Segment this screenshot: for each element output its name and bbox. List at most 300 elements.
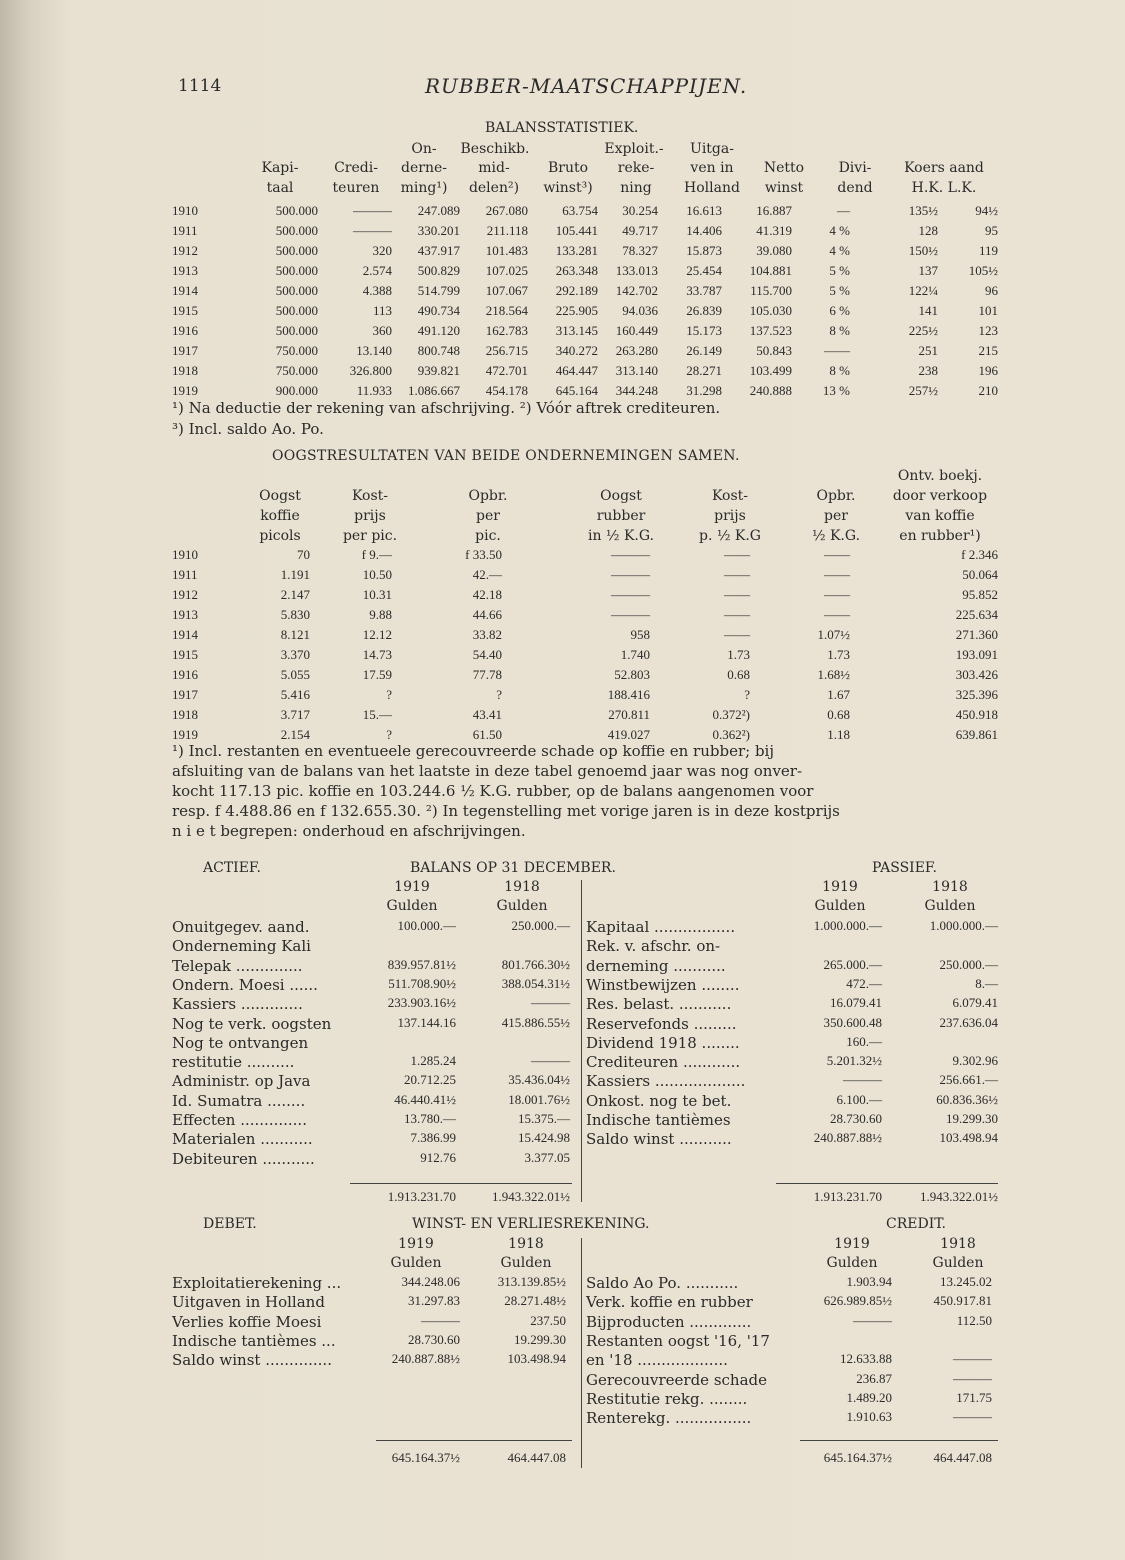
ledger-label: Restanten oogst '16, '17 xyxy=(586,1331,770,1350)
value-cell: 225½ xyxy=(908,323,938,338)
value-cell: 500.000 xyxy=(275,263,318,278)
ledger-label: Debiteuren ........... xyxy=(172,1149,315,1168)
oogst-header-ontv-1: Ontv. boekj. xyxy=(897,468,983,484)
winst-debet-total-1918: 464.447.08 xyxy=(507,1450,566,1465)
value-cell: 15.173 xyxy=(686,323,722,338)
value-cell: 0.372²) xyxy=(712,707,750,722)
ledger-label: Gerecouvreerde schade xyxy=(586,1370,767,1389)
value-cell: 11.933 xyxy=(356,383,392,398)
ledger-amount-1919: 100.000.— xyxy=(397,918,456,933)
value-cell: 52.803 xyxy=(614,667,650,682)
value-cell: 500.000 xyxy=(275,203,318,218)
ledger-amount-1918: 112.50 xyxy=(956,1312,992,1328)
ledger-amount-1918: 801.766.30½ xyxy=(501,956,570,972)
ledger-label: Id. Sumatra ........ xyxy=(172,1091,306,1110)
header-exploit-2: reke- xyxy=(617,160,655,176)
value-cell: 105½ xyxy=(968,263,998,278)
header-bruto-2: winst³) xyxy=(543,180,593,196)
value-cell: 96 xyxy=(985,283,998,298)
winst-title: WINST- EN VERLIESREKENING. xyxy=(412,1216,650,1232)
value-cell: 257½ xyxy=(908,383,938,398)
oogst-table xyxy=(172,545,998,745)
value-cell: ? xyxy=(386,687,392,702)
oogst-footnote-line-5: n i e t begrepen: onderhoud en afschrijvingen. xyxy=(172,822,526,840)
balansstatistiek-row xyxy=(172,321,998,341)
value-cell: —— xyxy=(724,627,750,642)
value-cell: 95.852 xyxy=(962,587,998,602)
balans-actief-currency-1: Gulden xyxy=(386,898,438,914)
value-cell: 750.000 xyxy=(275,363,318,378)
value-cell: 141 xyxy=(918,303,938,318)
value-cell: 263.348 xyxy=(555,263,598,278)
value-cell: 14.406 xyxy=(686,223,722,238)
value-cell: 63.754 xyxy=(562,203,598,218)
winst-debet-year-1918: 1918 xyxy=(508,1236,544,1252)
value-cell: 5 % xyxy=(829,283,850,298)
ledger-amount-1919: 28.730.60 xyxy=(408,1331,460,1347)
balansstatistiek-row xyxy=(172,381,998,401)
value-cell: —— xyxy=(724,547,750,562)
header-koers-2: H.K. L.K. xyxy=(911,180,977,196)
oogst-header-rubber-3: in ½ K.G. xyxy=(587,528,654,544)
header-onderneming-3: ming¹) xyxy=(400,180,448,196)
value-cell: 9.88 xyxy=(369,607,392,622)
value-cell: ——— xyxy=(611,607,650,622)
balans-actief-year-1919: 1919 xyxy=(394,879,430,895)
value-cell: 225.634 xyxy=(955,607,998,622)
value-cell: 137.523 xyxy=(749,323,792,338)
header-onderneming-1: On- xyxy=(411,141,437,157)
balans-actief-currency-2: Gulden xyxy=(496,898,548,914)
value-cell: ——— xyxy=(353,203,392,218)
value-cell: 500.000 xyxy=(275,283,318,298)
value-cell: 15.— xyxy=(362,707,392,722)
header-beschikb-2: mid- xyxy=(478,160,510,176)
balans-passief-year-1919: 1919 xyxy=(822,879,858,895)
value-cell: 256.715 xyxy=(485,343,528,358)
value-cell: 43.41 xyxy=(472,707,502,722)
value-cell: 13 % xyxy=(822,383,850,398)
value-cell: 10.31 xyxy=(362,587,392,602)
value-cell: 0.68 xyxy=(727,667,750,682)
value-cell: 50.064 xyxy=(962,567,998,582)
value-cell: 360 xyxy=(372,323,392,338)
value-cell: 472.701 xyxy=(485,363,528,378)
oogst-footnote-line-1: ¹) Incl. restanten en eventueele gerecouvreerde schade op koffie en rubber; bij xyxy=(172,742,775,760)
value-cell: 437.917 xyxy=(417,243,460,258)
value-cell: 4.388 xyxy=(362,283,392,298)
winst-divider xyxy=(581,1238,582,1468)
value-cell: 42.18 xyxy=(472,587,502,602)
value-cell: 95 xyxy=(985,223,998,238)
value-cell: 39.080 xyxy=(756,243,792,258)
ledger-label: Saldo winst ........... xyxy=(586,1130,732,1149)
ledger-label: Saldo Ao Po. ........... xyxy=(586,1274,739,1292)
ledger-amount-1918: 28.271.48½ xyxy=(504,1293,566,1309)
header-bruto-1: Bruto xyxy=(547,160,589,176)
balans-passief-total-rule xyxy=(776,1183,998,1184)
ledger-label: en '18 ................... xyxy=(586,1351,728,1370)
value-cell: 137 xyxy=(918,263,938,278)
value-cell: 3.370 xyxy=(280,647,310,662)
oogst-row xyxy=(172,605,998,625)
ledger-label: Kassiers ................... xyxy=(586,1072,746,1091)
year-cell: 1913 xyxy=(172,607,198,622)
value-cell: 325.396 xyxy=(955,687,998,702)
ledger-amount-1919: 265.000.— xyxy=(823,956,882,972)
header-kapitaal-1: Kapi- xyxy=(261,160,299,176)
ledger-amount-1918: ——— xyxy=(953,1351,992,1367)
oogst-row xyxy=(172,545,998,565)
balansstatistiek-table xyxy=(172,201,998,401)
value-cell: 105.441 xyxy=(555,223,598,238)
value-cell: 123 xyxy=(978,323,998,338)
winst-credit-year-1918: 1918 xyxy=(940,1236,976,1252)
winst-credit-label: CREDIT. xyxy=(886,1216,946,1232)
value-cell: 340.272 xyxy=(555,343,598,358)
ledger-amount-1919: 233.903.16½ xyxy=(387,995,456,1011)
value-cell: 750.000 xyxy=(275,343,318,358)
value-cell: 263.280 xyxy=(615,343,658,358)
value-cell: 218.564 xyxy=(485,303,528,318)
year-cell: 1914 xyxy=(172,627,198,642)
oogst-header-koffie-1: Oogst xyxy=(259,488,301,504)
oogst-header-opbr-rubber-2: per xyxy=(824,508,848,524)
value-cell: 50.843 xyxy=(756,343,792,358)
winst-debet-currency-2: Gulden xyxy=(500,1255,552,1271)
balansstatistiek-footnote-2: ³) Incl. saldo Ao. Po. xyxy=(172,420,324,438)
ledger-label: Res. belast. ........... xyxy=(586,995,732,1014)
winst-debet-total-1919: 645.164.37½ xyxy=(391,1450,460,1465)
ledger-amount-1918: 388.054.31½ xyxy=(501,975,570,991)
year-cell: 1916 xyxy=(172,323,198,338)
header-exploit-3: ning xyxy=(620,180,652,196)
oogst-header-rubber-1: Oogst xyxy=(600,488,642,504)
value-cell: 33.787 xyxy=(686,283,722,298)
winst-credit-total-rule xyxy=(800,1440,998,1441)
year-cell: 1912 xyxy=(172,243,198,258)
value-cell: 238 xyxy=(918,363,938,378)
value-cell: 500.000 xyxy=(275,323,318,338)
value-cell: 10.50 xyxy=(362,567,392,582)
ledger-amount-1918: 3.377.05 xyxy=(524,1149,570,1165)
ledger-amount-1919: 160.— xyxy=(846,1033,882,1049)
value-cell: 1.191 xyxy=(280,567,310,582)
value-cell: 215 xyxy=(978,343,998,358)
balansstatistiek-row xyxy=(172,241,998,261)
value-cell: 94½ xyxy=(975,203,998,218)
value-cell: 5 % xyxy=(829,263,850,278)
value-cell: 240.888 xyxy=(749,383,792,398)
value-cell: 1.73 xyxy=(727,647,750,662)
ledger-label: Winstbewijzen ........ xyxy=(586,975,740,994)
ledger-amount-1919: 12.633.88 xyxy=(840,1351,892,1367)
value-cell: 103.499 xyxy=(749,363,792,378)
value-cell: 330.201 xyxy=(417,223,460,238)
balans-passief-currency-2: Gulden xyxy=(924,898,976,914)
winst-debet-total-rule xyxy=(376,1440,572,1441)
value-cell: 135½ xyxy=(908,203,938,218)
ledger-amount-1919: ——— xyxy=(853,1312,892,1328)
ledger-amount-1918: 19.299.30 xyxy=(946,1111,998,1126)
value-cell: 188.416 xyxy=(607,687,650,702)
value-cell: 270.811 xyxy=(608,707,650,722)
ledger-amount-1919: 1.910.63 xyxy=(846,1409,892,1425)
ledger-amount-1919: 28.730.60 xyxy=(830,1111,882,1126)
balans-passief-total-1919: 1.913.231.70 xyxy=(813,1189,882,1204)
oogst-header-opbr-3: pic. xyxy=(475,528,501,544)
ledger-label: Nog te verk. oogsten xyxy=(172,1014,332,1033)
balansstatistiek-row xyxy=(172,261,998,281)
ledger-amount-1919: 1.903.94 xyxy=(846,1274,892,1289)
header-exploit-1: Exploit.- xyxy=(604,141,664,157)
value-cell: —— xyxy=(824,587,850,602)
value-cell: f 9.— xyxy=(361,547,392,562)
value-cell: 107.067 xyxy=(485,283,528,298)
oogst-header-ontv-2: door verkoop xyxy=(892,488,988,504)
ledger-amount-1918: 19.299.30 xyxy=(514,1331,566,1347)
year-cell: 1918 xyxy=(172,363,198,378)
value-cell: 42.— xyxy=(472,567,502,582)
value-cell: ——— xyxy=(353,223,392,238)
oogst-header-opbr-rubber-3: ½ K.G. xyxy=(811,528,861,544)
value-cell: f 2.346 xyxy=(961,547,998,562)
ledger-label: Materialen ........... xyxy=(172,1130,313,1149)
winst-debet-label: DEBET. xyxy=(203,1216,257,1232)
oogst-header-opbr-2: per xyxy=(476,508,500,524)
ledger-amount-1919: 240.887.88½ xyxy=(813,1130,882,1146)
ledger-label: Exploitatierekening ... xyxy=(172,1274,342,1292)
header-uitgaven-2: ven in xyxy=(690,160,734,176)
value-cell: 28.271 xyxy=(686,363,722,378)
value-cell: 292.189 xyxy=(555,283,598,298)
value-cell: 17.59 xyxy=(362,667,392,682)
value-cell: 142.702 xyxy=(615,283,658,298)
ledger-label: Crediteuren ............ xyxy=(586,1053,741,1072)
oogst-footnote-line-4: resp. f 4.488.86 en f 132.655.30. ²) In tegenstelling met vorige jaren is in deze kostprijs xyxy=(172,802,840,820)
value-cell: 160.449 xyxy=(615,323,658,338)
ledger-label: restitutie .......... xyxy=(172,1053,295,1072)
value-cell: 1.086.667 xyxy=(408,383,460,398)
balansstatistiek-footnote-1: ¹) Na deductie der rekening van afschrijving. ²) Vóór aftrek crediteuren. xyxy=(172,399,721,417)
value-cell: 211.118 xyxy=(486,223,528,238)
value-cell: 25.454 xyxy=(686,263,722,278)
value-cell: 500.000 xyxy=(275,223,318,238)
ledger-amount-1918: 171.75 xyxy=(956,1389,992,1405)
value-cell: 115.700 xyxy=(750,283,792,298)
ledger-amount-1918: 313.139.85½ xyxy=(497,1274,566,1289)
value-cell: 61.50 xyxy=(472,727,502,742)
header-kapitaal-2: taal xyxy=(266,180,294,196)
oogst-header-kostprijs-rubber-1: Kost- xyxy=(711,488,749,504)
oogst-header-rubber-2: rubber xyxy=(596,508,646,524)
value-cell: 26.149 xyxy=(686,343,722,358)
header-uitgaven-1: Uitga- xyxy=(690,141,734,157)
value-cell: 104.881 xyxy=(749,263,792,278)
value-cell: 113 xyxy=(372,303,392,318)
winst-credit-currency-1: Gulden xyxy=(826,1255,878,1271)
value-cell: 16.887 xyxy=(756,203,792,218)
balans-actief-label: ACTIEF. xyxy=(203,860,261,876)
ledger-amount-1919: 31.297.83 xyxy=(408,1293,460,1309)
value-cell: 247.089 xyxy=(417,203,460,218)
winst-credit-currency-2: Gulden xyxy=(932,1255,984,1271)
value-cell: 101 xyxy=(978,303,998,318)
value-cell: 500.000 xyxy=(275,303,318,318)
ledger-amount-1918: 18.001.76½ xyxy=(508,1091,570,1107)
value-cell: 196 xyxy=(978,363,998,378)
balans-passief-label: PASSIEF. xyxy=(872,860,937,876)
value-cell: 4 % xyxy=(829,243,850,258)
year-cell: 1912 xyxy=(172,587,198,602)
balans-actief-total-1918: 1.943.322.01½ xyxy=(492,1189,570,1204)
value-cell: 320 xyxy=(372,243,392,258)
ledger-label: Onderneming Kali xyxy=(172,937,311,956)
value-cell: 77.78 xyxy=(472,667,502,682)
value-cell: 1.73 xyxy=(827,647,850,662)
year-cell: 1911 xyxy=(172,223,198,238)
value-cell: 251 xyxy=(918,343,938,358)
year-cell: 1915 xyxy=(172,647,198,662)
ledger-amount-1919: 511.708.90½ xyxy=(388,975,456,991)
page-number: 1114 xyxy=(178,76,222,96)
oogst-footnote-line-2: afsluiting van de balans van het laatste in deze tabel genoemd jaar was nog onver- xyxy=(172,762,803,780)
ledger-label: Administr. op Java xyxy=(172,1072,311,1091)
winst-debet-year-1919: 1919 xyxy=(398,1236,434,1252)
balans-actief-total-1919: 1.913.231.70 xyxy=(387,1189,456,1204)
ledger-label: Ondern. Moesi ...... xyxy=(172,975,318,994)
value-cell: 70 xyxy=(297,547,310,562)
value-cell: 500.829 xyxy=(417,263,460,278)
ledger-amount-1918: 415.886.55½ xyxy=(501,1014,570,1030)
balansstatistiek-row xyxy=(172,301,998,321)
value-cell: 800.748 xyxy=(417,343,460,358)
oogst-row xyxy=(172,625,998,645)
winst-credit-total-1918: 464.447.08 xyxy=(933,1450,992,1465)
value-cell: —— xyxy=(824,607,850,622)
ledger-amount-1918: ——— xyxy=(953,1409,992,1425)
oogst-row xyxy=(172,685,998,705)
ledger-label: Reservefonds ......... xyxy=(586,1014,737,1033)
ledger-label: Bijproducten ............. xyxy=(586,1312,752,1331)
value-cell: ? xyxy=(496,687,502,702)
balansstatistiek-row xyxy=(172,281,998,301)
ledger-amount-1919: 5.201.32½ xyxy=(826,1053,882,1069)
ledger-amount-1918: 15.375.— xyxy=(518,1111,570,1126)
value-cell: 6 % xyxy=(829,303,850,318)
value-cell: 267.080 xyxy=(485,203,528,218)
value-cell: 150½ xyxy=(908,243,938,258)
value-cell: f 33.50 xyxy=(465,547,502,562)
value-cell: 8 % xyxy=(829,363,850,378)
value-cell: 4 % xyxy=(829,223,850,238)
balansstatistiek-row xyxy=(172,221,998,241)
ledger-amount-1918: 250.000.— xyxy=(939,956,998,972)
balans-passief-total-1918: 1.943.322.01½ xyxy=(920,1189,998,1204)
value-cell: 303.426 xyxy=(955,667,998,682)
ledger-amount-1918: 237.50 xyxy=(530,1312,566,1328)
value-cell: 0.68 xyxy=(827,707,850,722)
ledger-label: Verlies koffie Moesi xyxy=(172,1312,322,1331)
ledger-amount-1918: 1.000.000.— xyxy=(929,918,998,933)
ledger-amount-1918: 15.424.98 xyxy=(518,1130,570,1146)
ledger-label: Nog te ontvangen xyxy=(172,1033,309,1052)
header-uitgaven-3: Holland xyxy=(684,180,740,196)
oogst-header-kostprijs-1: Kost- xyxy=(351,488,389,504)
ledger-label: Telepak .............. xyxy=(172,956,303,975)
value-cell: —— xyxy=(724,607,750,622)
oogst-row xyxy=(172,585,998,605)
value-cell: ? xyxy=(744,687,750,702)
value-cell: 101.483 xyxy=(485,243,528,258)
ledger-label: Verk. koffie en rubber xyxy=(586,1293,753,1312)
ledger-label: Effecten .............. xyxy=(172,1111,307,1129)
header-beschikb-1: Beschikb. xyxy=(460,141,530,157)
oogst-row xyxy=(172,665,998,685)
year-cell: 1916 xyxy=(172,667,198,682)
value-cell: 5.830 xyxy=(280,607,310,622)
year-cell: 1915 xyxy=(172,303,198,318)
value-cell: 54.40 xyxy=(472,647,502,662)
year-cell: 1917 xyxy=(172,687,198,702)
value-cell: 225.905 xyxy=(555,303,598,318)
ledger-amount-1919: 13.780.— xyxy=(404,1111,456,1126)
value-cell: 41.319 xyxy=(756,223,792,238)
year-cell: 1913 xyxy=(172,263,198,278)
year-cell: 1911 xyxy=(172,567,198,582)
value-cell: 490.734 xyxy=(417,303,460,318)
ledger-amount-1919: 350.600.48 xyxy=(823,1014,882,1030)
ledger-amount-1919: 344.248.06 xyxy=(401,1274,460,1289)
value-cell: ? xyxy=(386,727,392,742)
value-cell: 30.254 xyxy=(622,203,658,218)
header-dividend-2: dend xyxy=(837,180,873,196)
ledger-amount-1919: 1.285.24 xyxy=(410,1053,456,1069)
value-cell: 44.66 xyxy=(472,607,502,622)
oogst-header-koffie-3: picols xyxy=(259,528,301,544)
balans-actief-total-rule xyxy=(350,1183,572,1184)
value-cell: 1.07½ xyxy=(817,627,850,642)
value-cell: 491.120 xyxy=(417,323,460,338)
header-koers-1: Koers aand xyxy=(904,160,984,176)
value-cell: 958 xyxy=(630,627,650,642)
value-cell: 15.873 xyxy=(686,243,722,258)
value-cell: 3.717 xyxy=(280,707,310,722)
value-cell: 313.140 xyxy=(615,363,658,378)
ledger-amount-1918: 35.436.04½ xyxy=(508,1072,570,1088)
ledger-label: Indische tantièmes xyxy=(586,1111,731,1129)
value-cell: ——— xyxy=(611,587,650,602)
value-cell: 193.091 xyxy=(955,647,998,662)
ledger-amount-1918: 103.498.94 xyxy=(507,1351,566,1367)
value-cell: 1.18 xyxy=(827,727,850,742)
value-cell: ——— xyxy=(611,547,650,562)
header-netto-1: Netto xyxy=(763,160,805,176)
value-cell: 14.73 xyxy=(362,647,392,662)
ledger-amount-1919: ——— xyxy=(843,1072,882,1088)
ledger-amount-1919: 20.712.25 xyxy=(404,1072,456,1088)
value-cell: —— xyxy=(724,567,750,582)
balans-actief-year-1918: 1918 xyxy=(504,879,540,895)
ledger-amount-1918: ——— xyxy=(953,1370,992,1386)
ledger-label: Dividend 1918 ........ xyxy=(586,1033,740,1052)
oogst-footnote-line-3: kocht 117.13 pic. koffie en 103.244.6 ½ K.G. rubber, op de balans aangenomen voor xyxy=(172,782,814,800)
ledger-amount-1918: 8.— xyxy=(975,975,998,991)
winst-debet-currency-1: Gulden xyxy=(390,1255,442,1271)
value-cell: 26.839 xyxy=(686,303,722,318)
value-cell: 12.12 xyxy=(362,627,392,642)
value-cell: 133.281 xyxy=(555,243,598,258)
